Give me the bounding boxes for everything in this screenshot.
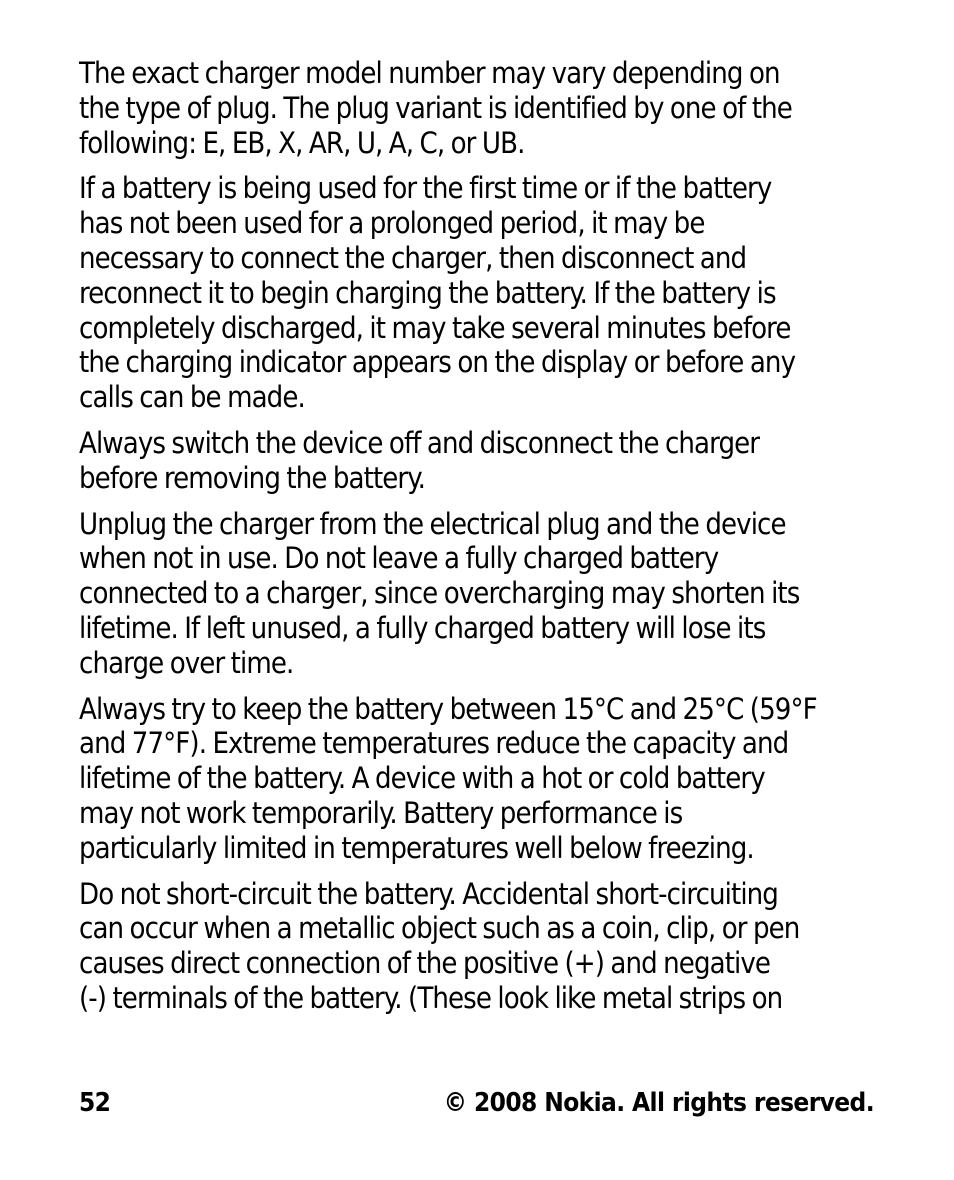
paragraph-short-circuit [79, 877, 879, 1016]
text-line: lifetime. If left unused, a fully charged battery will lose its [79, 610, 766, 645]
text-line: Always switch the device off and disconnect the charger [79, 425, 760, 460]
copyright-notice: © 2008 Nokia. All rights reserved. [443, 1088, 874, 1118]
text-line: the type of plug. The plug variant is identified by one of the [79, 90, 792, 125]
text-line: Always try to keep the battery between 15°C and 25°C (59°F [79, 691, 817, 726]
page-footer [79, 1088, 874, 1122]
text-line: and 77°F). Extreme temperatures reduce the capacity and [79, 726, 789, 761]
text-line: particularly limited in temperatures well below freezing. [79, 830, 754, 865]
text-line: Do not short-circuit the battery. Accidental short-circuiting [79, 876, 778, 911]
text-line: necessary to connect the charger, then disconnect and [79, 240, 747, 275]
page-body [79, 56, 879, 1027]
paragraph-first-use [79, 171, 879, 415]
text-line: before removing the battery. [79, 460, 426, 495]
text-line: connected to a charger, since overcharging may shorten its [79, 576, 800, 611]
text-line: completely discharged, it may take several minutes before [79, 310, 791, 345]
paragraph-unplug [79, 507, 879, 681]
text-line: the charging indicator appears on the display or before any [79, 345, 796, 380]
text-line: causes direct connection of the positive (+) and negative [79, 946, 771, 981]
text-line: lifetime of the battery. A device with a hot or cold battery [79, 761, 765, 796]
paragraph-switch-off [79, 426, 879, 496]
text-line: charge over time. [79, 645, 294, 680]
text-line: (-) terminals of the battery. (These look like metal strips on [79, 980, 783, 1015]
text-line: has not been used for a prolonged period, it may be [79, 206, 705, 241]
text-line: calls can be made. [79, 380, 305, 415]
text-line: following: E, EB, X, AR, U, A, C, or UB. [79, 125, 525, 160]
paragraph-charger-model [79, 56, 879, 160]
text-line: may not work temporarily. Battery performance is [79, 795, 683, 830]
text-line: The exact charger model number may vary depending on [79, 56, 780, 90]
text-line: can occur when a metallic object such as a coin, clip, or pen [79, 911, 800, 946]
page-number: 52 [79, 1088, 111, 1118]
text-line: reconnect it to begin charging the battery. If the battery is [79, 275, 776, 310]
text-line: If a battery is being used for the first time or if the battery [79, 171, 772, 206]
paragraph-temperature [79, 692, 879, 866]
text-line: Unplug the charger from the electrical plug and the device [79, 506, 786, 541]
text-line: when not in use. Do not leave a fully charged battery [79, 541, 719, 576]
